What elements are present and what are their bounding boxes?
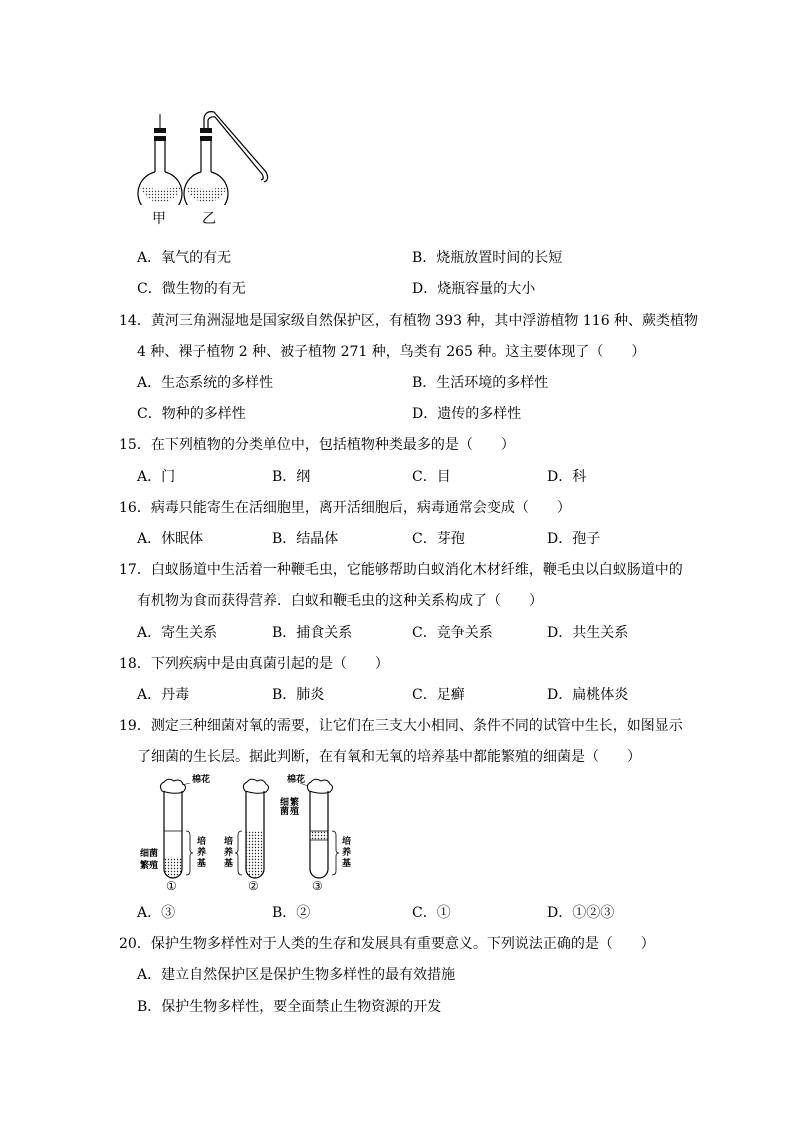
tube-number-2: ②	[248, 879, 259, 893]
medium-label-1c: 基	[197, 859, 207, 869]
q15-option-c: C．目	[412, 469, 451, 485]
q15-option-b: B．纲	[272, 469, 311, 485]
q13-option-c: C．微生物的有无	[137, 281, 246, 297]
q15-stem: 15．在下列植物的分类单位中，包括植物种类最多的是（ ）	[119, 437, 515, 453]
tube-2	[235, 779, 269, 878]
q14-stem-line2: 4 种、裸子植物 2 种、被子植物 271 种，鸟类有 265 种。这主要体现了（ ）	[137, 344, 646, 360]
test-tube-drawing	[140, 777, 360, 895]
bacteria-label-1a: 细菌	[140, 849, 159, 859]
q13-option-d: D．烧瓶容量的大小	[412, 281, 536, 297]
flask-label-yi: 乙	[202, 211, 216, 227]
q16-stem: 16．病毒只能寄生在活细胞里，离开活细胞后，病毒通常会变成（ ）	[119, 500, 571, 516]
bacteria-label-1b: 繁殖	[140, 861, 159, 871]
q20-option-b: B．保护生物多样性，要全面禁止生物资源的开发	[137, 999, 442, 1015]
q18-option-d: D．扁桃体炎	[547, 687, 629, 703]
q19-stem-line1: 19．测定三种细菌对氧的需要，让它们在三支大小相同、条件不同的试管中生长，如图显示	[119, 718, 683, 734]
q14-option-d: D．遗传的多样性	[412, 406, 522, 422]
q17-option-d: D．共生关系	[547, 625, 629, 641]
q19-option-d: D．①②③	[547, 905, 615, 921]
tube-number-1: ①	[166, 879, 177, 893]
flask-drawing	[130, 100, 280, 205]
medium-label-2a: 培	[224, 837, 234, 847]
q16-option-a: A．休眠体	[137, 531, 204, 547]
q13-option-b: B．烧瓶放置时间的长短	[412, 250, 563, 266]
tube-3	[307, 779, 339, 878]
q15-option-d: D．科	[547, 469, 587, 485]
tube-1	[160, 779, 193, 878]
q20-stem: 20．保护生物多样性对于人类的生存和发展具有重要意义。下列说法正确的是（ ）	[119, 936, 655, 952]
q13-option-a: A．氧气的有无	[137, 250, 232, 266]
q19-option-b: B．②	[272, 905, 311, 921]
q19-stem-line2: 了细菌的生长层。据此判断，在有氧和无氧的培养基中都能繁殖的细菌是（ ）	[137, 749, 641, 765]
bacteria-label-2a: 细菌	[278, 797, 288, 815]
q14-option-a: A．生态系统的多样性	[137, 375, 274, 391]
q16-option-b: B．结晶体	[272, 531, 339, 547]
q17-stem-line2: 有机物为食而获得营养．白蚁和鞭毛虫的这种关系构成了（ ）	[137, 593, 543, 609]
medium-label-3c: 基	[342, 859, 352, 869]
q14-option-b: B．生活环境的多样性	[412, 375, 549, 391]
q19-option-c: C．①	[412, 905, 451, 921]
q17-stem-line1: 17．白蚁肠道中生活着一种鞭毛虫，它能够帮助白蚁消化木材纤维，鞭毛虫以白蚁肠道中的	[119, 562, 683, 578]
q16-option-d: D．孢子	[547, 531, 601, 547]
medium-label-2b: 养	[224, 848, 234, 858]
q18-stem: 18．下列疾病中是由真菌引起的是（ ）	[119, 656, 389, 672]
medium-label-3a: 培	[342, 837, 352, 847]
q18-option-b: B．肺炎	[272, 687, 325, 703]
bacteria-label-2b: 繁殖	[288, 797, 298, 815]
flask-label-jia: 甲	[152, 211, 166, 227]
q19-option-a: A．③	[137, 905, 176, 921]
test-tube-figure	[140, 777, 360, 895]
q15-option-a: A．门	[137, 469, 176, 485]
q20-option-a: A．建立自然保护区是保护生物多样性的最有效措施	[137, 967, 456, 983]
flask-yi	[184, 112, 268, 205]
q17-option-a: A．寄生关系	[137, 625, 218, 641]
medium-label-1b: 养	[197, 848, 207, 858]
flask-figure	[130, 100, 280, 232]
cotton-label-3: 棉花	[287, 775, 306, 785]
medium-label-1a: 培	[197, 837, 207, 847]
q16-option-c: C．芽孢	[412, 531, 465, 547]
cotton-label-1: 棉花	[192, 775, 211, 785]
q17-option-b: B．捕食关系	[272, 625, 353, 641]
q14-stem-line1: 14．黄河三角洲湿地是国家级自然保护区，有植物 393 种，其中浮游植物 116 种、蕨类植物	[119, 313, 699, 329]
q17-option-c: C．竞争关系	[412, 625, 493, 641]
medium-label-2c: 基	[224, 859, 234, 869]
q14-option-c: C．物种的多样性	[137, 406, 246, 422]
flask-jia	[138, 114, 182, 205]
q18-option-c: C．足癣	[412, 687, 465, 703]
q18-option-a: A．丹毒	[137, 687, 190, 703]
tube-number-3: ③	[312, 879, 323, 893]
medium-label-3b: 养	[342, 848, 352, 858]
